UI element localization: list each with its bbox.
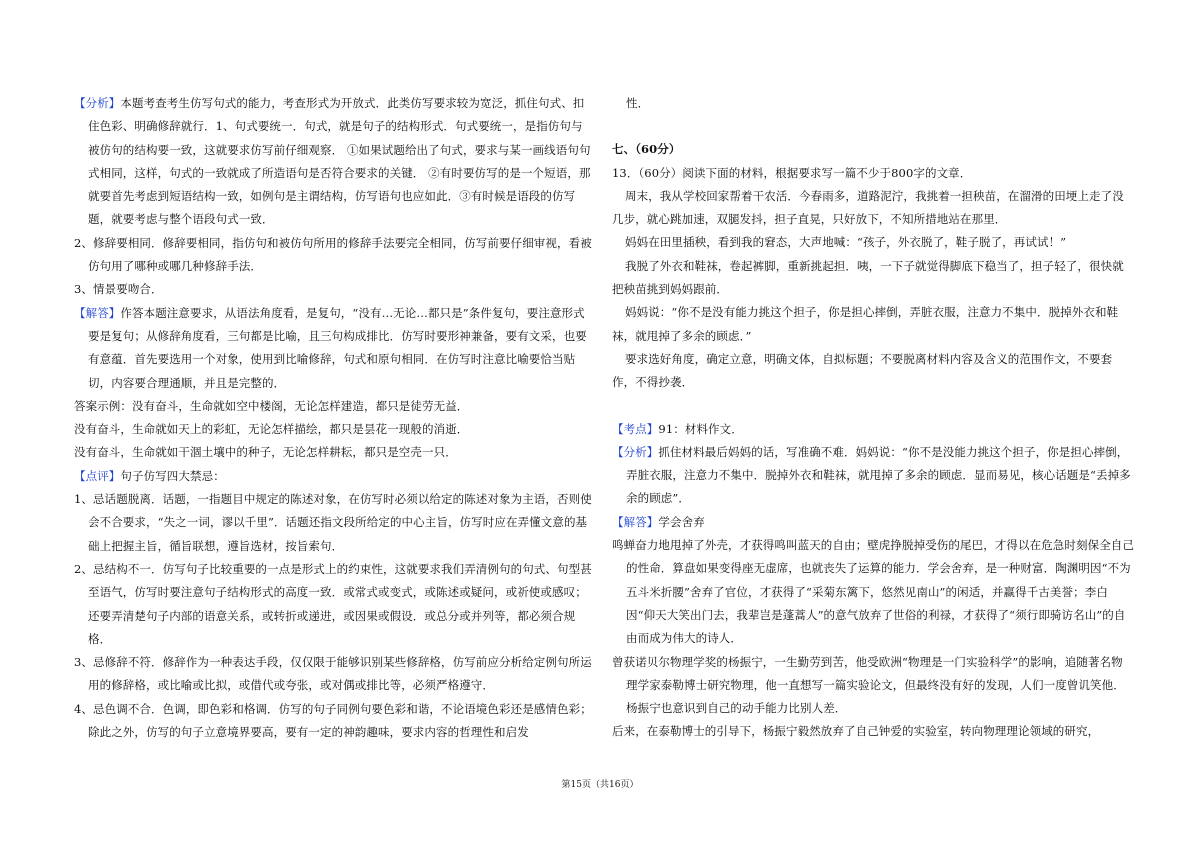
answer-tag: 【解答】: [74, 305, 121, 320]
example-2: 没有奋斗，生命就如天上的彩虹，无论怎样描绘，都只是昙花一现般的消逝．: [74, 422, 469, 437]
kaodian-text: 91：材料作文．: [658, 421, 743, 436]
material-para-1: 周末，我从学校回家帮着干农活．今春雨多，道路泥泞，我挑着一担秧苗，在溜滑的田埂上走了没几步，就心跳加速，双腿发抖，担子直晃，只好放下，不知所措地站在那里．: [612, 188, 1124, 227]
analysis-text: 本题考查考生仿写句式的能力，考查形式为开放式．此类仿写要求较为宽泛，抓住句式、扣住色彩、明确修辞就行．1、句式要统一．句式，就是句子的结构形式．句式要统一，是指仿句与被仿句的结构要一致，这就要求仿写前仔细观察． ①如果试题给出了句式，要求与某一画线语句句式相同，这样，句式的一致就成了所造语句是否符合要求的关键． ②有时要仿写的是一个短语，那就要首先考虑到短语结构一致，如例句是主谓结构，仿写语句也应如此．③有时候是语段的仿写题，就要考虑与整个语段句式一致．: [88, 96, 591, 227]
spacer: [612, 395, 1134, 418]
spacer: [612, 115, 1134, 138]
analysis-tag: 【分析】: [74, 96, 121, 110]
taboo-3: 3、忌修辞不符．修辞作为一种表达手段，仅仅限于能够识别某些修辞格，仿写前应分析给定例句所运用的修辞格，或比喻或比拟，或借代或夸张，或对偶或排比等，必须严格遵守．: [74, 655, 592, 693]
essay-para-3: 后来，在泰勒博士的引导下，杨振宁毅然放弃了自己钟爱的实验室，转向物理理论领域的研究，: [612, 724, 1100, 739]
taboo-1: 1、忌话题脱离．话题，一指题目中规定的陈述对象，在仿写时必须以给定的陈述对象为主语，否则使会不合要求，“失之一词，谬以千里”．话题还指文段所给定的中心主旨，仿写时应在弄懂文意的基础上把握主旨，循旨联想，遵旨选材，按旨索句．: [74, 492, 592, 553]
kaodian-paragraph: [612, 418, 1134, 441]
jieda-paragraph: [612, 511, 1134, 534]
right-column: [612, 92, 1134, 744]
continuation-text: 性．: [626, 96, 650, 110]
comment-tag: 【点评】: [74, 468, 121, 483]
answer-paragraph: [74, 302, 594, 395]
left-column: [74, 92, 594, 744]
analysis-paragraph: [74, 92, 594, 232]
taboo-2: 2、忌结构不一．仿写句子比较重要的一点是形式上的约束性，这就要求我们弄清例句的句式、句型甚至语气，仿写时要注意句子结构形式的高度一致．或常式或变式，或陈述或疑问，或祈使或感叹；还要弄清楚句子内部的语意关系，或转折或递进，或因果或假设．或总分或并列等，都必须合规格．: [74, 561, 592, 646]
material-para-2: 妈妈在田里插秧，看到我的窘态，大声地喊：“孩子，外衣脱了，鞋子脱了，再试试！”: [625, 235, 1067, 250]
comment-text: 句子仿写四大禁忌：: [120, 468, 225, 483]
item-2: 2、修辞要相同．修辞要相同，指仿句和被仿句所用的修辞手法要完全相同，仿写前要仔细审视，看被仿句用了哪种或哪几种修辞手法．: [74, 235, 592, 274]
jieda-tag: 【解答】: [612, 514, 659, 529]
fenxi-tag: 【分析】: [612, 444, 659, 459]
material-para-3: 我脱了外衣和鞋袜，卷起裤脚，重新挑起担．咦，一下子就觉得脚底下稳当了，担子轻了，很快就把秧苗挑到妈妈跟前．: [612, 258, 1124, 297]
page-footer: 第15页（共16页）: [561, 780, 639, 790]
essay-para-2: 曾获诺贝尔物理学奖的杨振宁，一生勤劳到苦，他受欧洲“物理是一门实验科学”的影响，追随著名物理学家泰勒博士研究物理，他一直想写一篇实验论文，但最终没有好的发现，人们一度曾讥笑他．杨振宁也意识到自己的动手能力比别人差．: [612, 654, 1125, 716]
example-3: 没有奋斗，生命就如干涸土壤中的种子，无论怎样耕耘，都只是空壳一只．: [74, 445, 457, 460]
taboo-4: 4、忌色调不合．色调，即色彩和格调．仿写的句子同例句要色彩和谐，不论语境色彩还是感情色彩；除此之外，仿写的句子立意境界要高，要有一定的神韵趣味，要求内容的哲理性和启发: [74, 701, 592, 740]
jieda-text: 学会舍弃: [658, 514, 705, 529]
material-para-4: 妈妈说：“你不是没有能力挑这个担子，你是担心摔倒，弄脏衣服，注意力不集中．脱掉外衣和鞋袜，就甩掉了多余的顾虑．”: [612, 305, 1119, 343]
requirement-para: 要求选好角度，确定立意，明确文体，自拟标题；不要脱离材料内容及含义的范围作文，不要套作，不得抄袭．: [612, 351, 1113, 390]
essay-para-1: 鸣蝉奋力地甩掉了外壳，才获得鸣叫蓝天的自由；壁虎挣脱掉受伤的尾巴，才得以在危急时刻保全自己的性命．算盘如果变得座无虚席，也就丧失了运算的能力．学会舍弃，是一种财富．陶渊明因“不为五斗米折腰”舍弃了官位，才获得了“采菊东篱下，悠然见南山”的闲适，并赢得千古美誉；李白因“仰天大笑出门去，我辈岂是蓬蒿人”的意气放弃了世俗的利禄，才获得了“须行即骑访名山”的自由而成为伟大的诗人．: [612, 538, 1134, 646]
fenxi-text: 抓住材料最后妈妈的话，写准确不难．妈妈说：“你不是没能力挑这个担子，你是担心摔倒，弄脏衣服，注意力不集中．脱掉外衣和鞋袜，就甩掉了多余的顾虑．显而易见，核心话题是“丢掉多余的顾虑”．: [626, 444, 1131, 506]
item-3: 3、情景要吻合．: [74, 282, 163, 297]
example-1: 答案示例：没有奋斗，生命就如空中楼阁，无论怎样建造，都只是徒劳无益．: [74, 398, 469, 413]
kaodian-tag: 【考点】: [612, 421, 659, 436]
comment-paragraph: [74, 465, 594, 488]
section-heading: 七、（60分）: [612, 142, 681, 157]
answer-text: 作答本题注意要求，从语法角度看，是复句，“没有…无论…都只是”条件复句，要注意形式要是复句；从修辞角度看，三句都是比喻，且三句构成排比．仿写时要形神兼备，要有文采，也要有意蕴．首先要选用一个对象，使用到比喻修辞，句式和原句相同．在仿写时注意比喻要恰当贴切，内容要合理通顺，并且是完整的．: [88, 305, 587, 390]
question-13: 13．（60分）阅读下面的材料，根据要求写一篇不少于800字的文章．: [612, 165, 972, 180]
fenxi-paragraph: [612, 441, 1134, 511]
